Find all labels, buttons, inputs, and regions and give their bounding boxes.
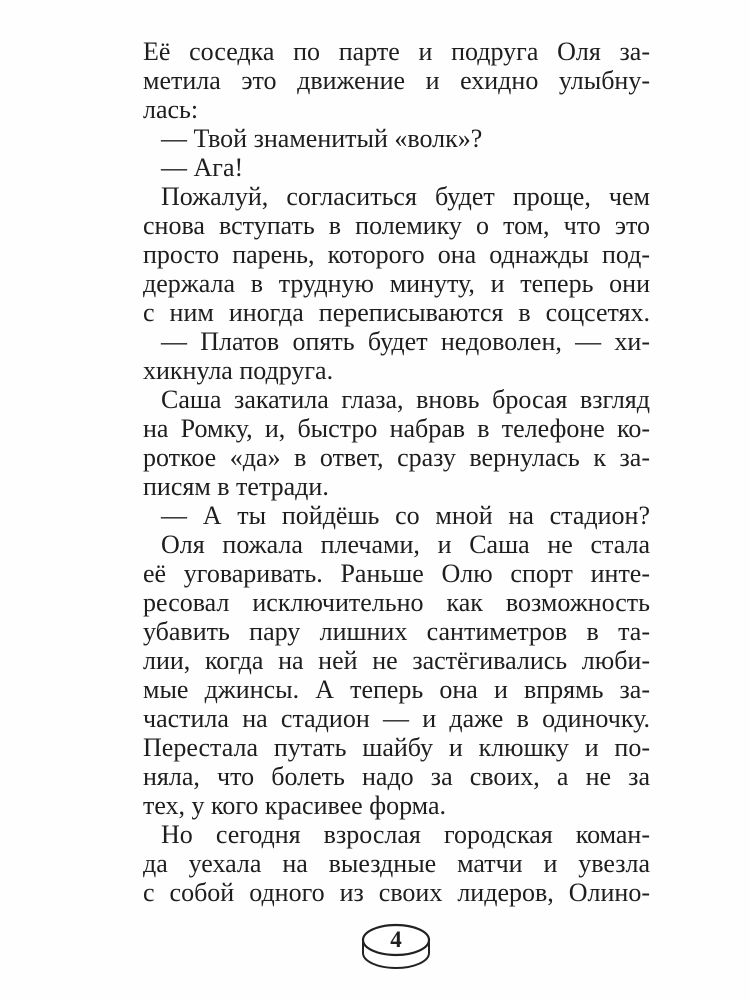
text-line: няла, что болеть надо за своих, а не за xyxy=(143,762,650,791)
text-line: метила это движение и ехидно улыбну- xyxy=(143,66,650,95)
text-line: Но сегодня взрослая городская коман- xyxy=(161,820,650,849)
text-line: — А ты пойдёшь со мной на стадион? xyxy=(161,501,650,530)
paragraph xyxy=(143,820,650,907)
text-line: убавить пару лишних сантиметров в та- xyxy=(143,617,650,646)
text-line: да уехала на выездные матчи и увезла xyxy=(143,849,650,878)
text-line: Перестала путать шайбу и клюшку и по- xyxy=(143,733,650,762)
paragraph xyxy=(143,501,650,530)
text-line: лии, когда на ней не застёгивались люби- xyxy=(143,646,650,675)
text-line: снова вступать в полемику о том, что это xyxy=(143,211,650,240)
text-line: лась: xyxy=(143,95,199,124)
text-line: частила на стадион — и даже в одиночку. xyxy=(143,704,650,733)
paragraph xyxy=(143,153,650,182)
text-line: Пожалуй, согласиться будет проще, чем xyxy=(161,182,650,211)
paragraph xyxy=(143,327,650,385)
text-line: тех, у кого красивее форма. xyxy=(143,791,446,820)
text-line: с собой одного из своих лидеров, Олино- xyxy=(143,878,650,907)
text-line: Саша закатила глаза, вновь бросая взгляд xyxy=(161,385,650,414)
paragraph xyxy=(143,124,650,153)
text-line: — Платов опять будет недоволен, — хи- xyxy=(161,327,650,356)
text-line: Её соседка по парте и подруга Оля за- xyxy=(143,37,650,66)
text-line: с ним иногда переписываются в соцсетях. xyxy=(143,298,650,327)
paragraph xyxy=(143,37,650,124)
text-line: мые джинсы. А теперь она и впрямь за- xyxy=(143,675,650,704)
text-line: — Ага! xyxy=(161,153,244,182)
paragraph xyxy=(143,385,650,501)
text-line: на Ромку, и, быстро набрав в телефоне ко- xyxy=(143,414,650,443)
text-line: её уговаривать. Раньше Олю спорт инте- xyxy=(143,559,650,588)
text-line: писям в тетради. xyxy=(143,472,329,501)
text-line: роткое «да» в ответ, сразу вернулась к за- xyxy=(143,443,650,472)
text-line: хикнула подруга. xyxy=(143,356,334,385)
paragraph xyxy=(143,182,650,327)
text-line: Оля пожала плечами, и Саша не стала xyxy=(161,530,650,559)
text-line: просто парень, которого она однажды под- xyxy=(143,240,650,269)
text-line: держала в трудную минуту, и теперь они xyxy=(143,269,650,298)
page-number: 4 xyxy=(390,927,402,952)
text-line: ресовал исключительно как возможность xyxy=(143,588,650,617)
text-line: — Твой знаменитый «волк»? xyxy=(161,124,483,153)
page-text xyxy=(143,37,650,907)
paragraph xyxy=(143,530,650,820)
